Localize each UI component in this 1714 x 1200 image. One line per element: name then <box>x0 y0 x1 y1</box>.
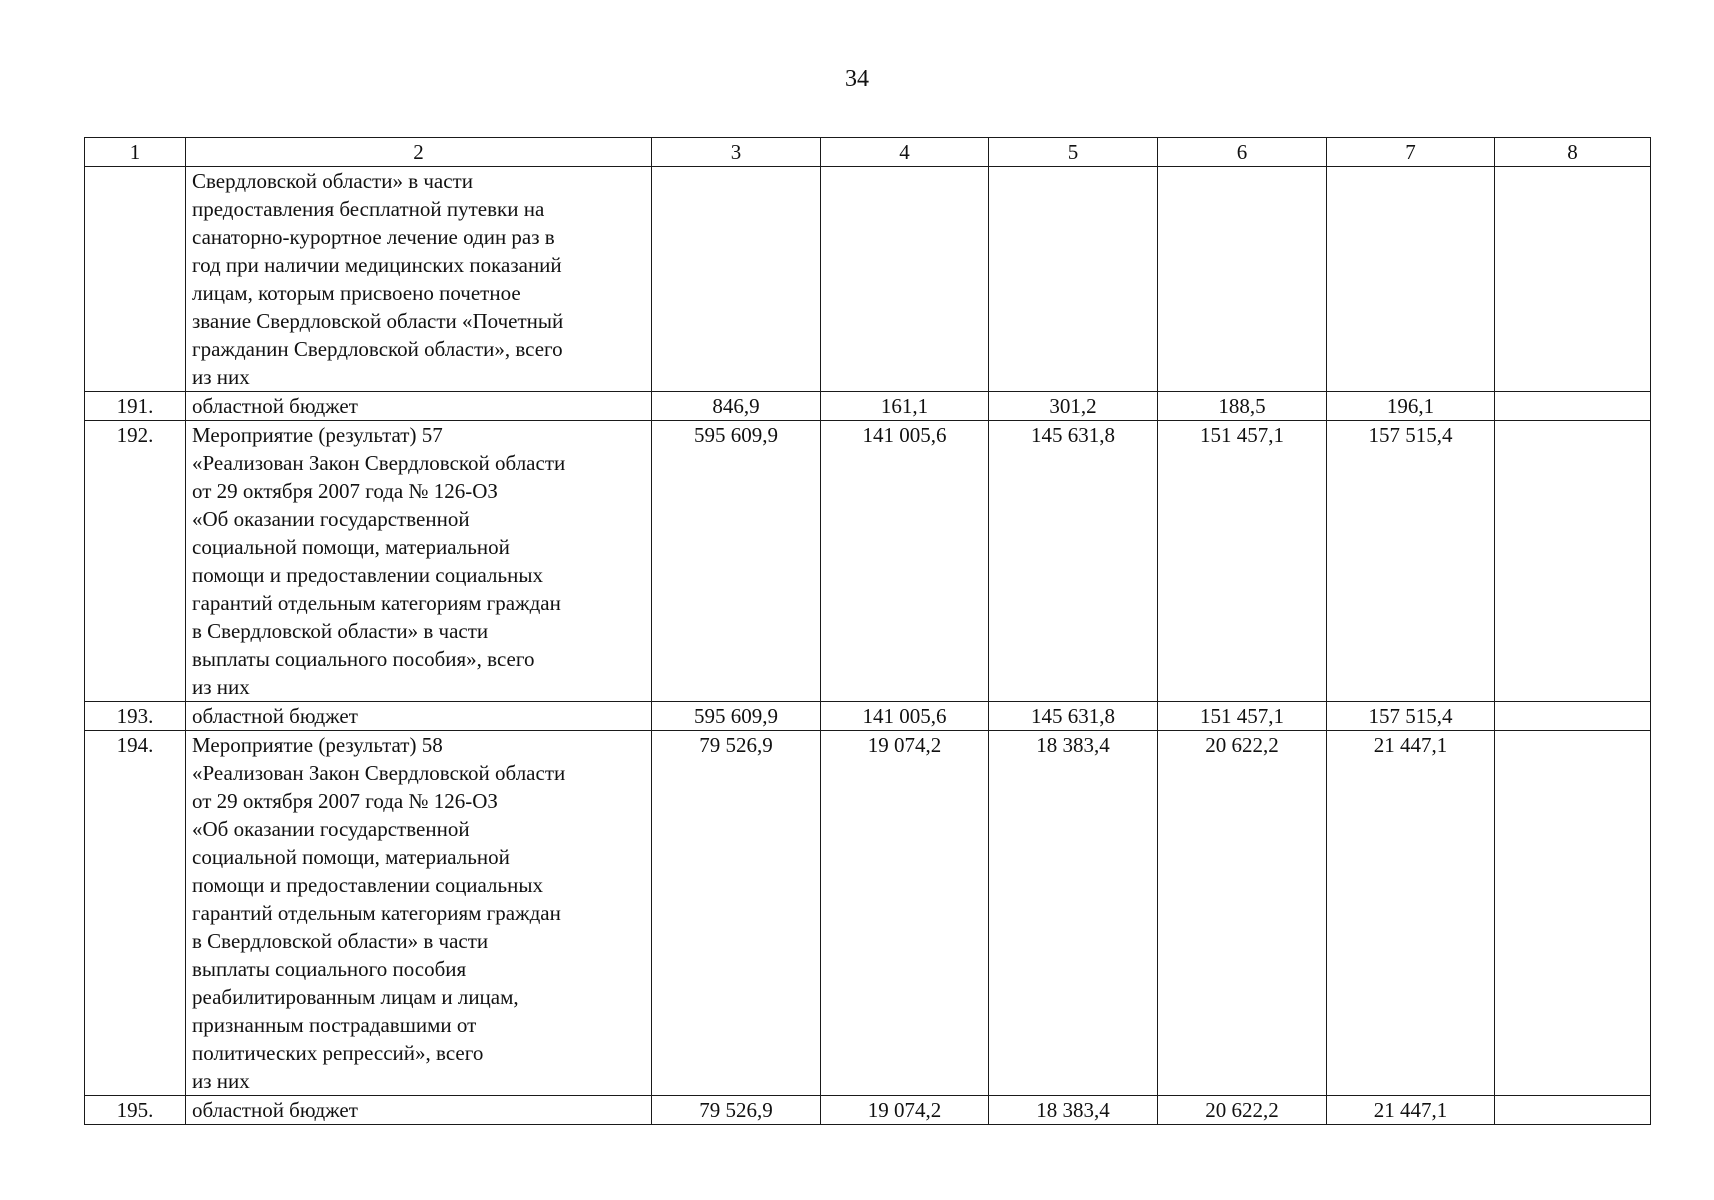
row-description: Мероприятие (результат) 58 «Реализован Закон Свердловской области от 29 октября 2007 года № 126-ОЗ «Об оказании государственной социальной помощи, материальной помощи и предоставлении социальных гарантий отдельным категориям граждан в Свердловской области» в части выплаты социального пособия реабилитированным лицам и лицам, признанным пострадавшими от политических репрессий», всего из них <box>186 731 652 1096</box>
row-number: 194. <box>85 731 186 1096</box>
value-cell <box>652 167 821 392</box>
table-row <box>85 421 1651 702</box>
row-number: 195. <box>85 1096 186 1125</box>
value-cell: 141 005,6 <box>821 702 989 731</box>
value-cell <box>1495 421 1651 702</box>
value-cell: 157 515,4 <box>1327 421 1495 702</box>
value-cell <box>1495 1096 1651 1125</box>
row-number: 192. <box>85 421 186 702</box>
column-header: 1 <box>85 138 186 167</box>
row-number: 191. <box>85 392 186 421</box>
value-cell: 595 609,9 <box>652 421 821 702</box>
value-cell: 151 457,1 <box>1158 421 1327 702</box>
table-row <box>85 731 1651 1096</box>
value-cell: 145 631,8 <box>989 421 1158 702</box>
value-cell <box>1327 167 1495 392</box>
row-description: областной бюджет <box>186 1096 652 1125</box>
value-cell: 20 622,2 <box>1158 1096 1327 1125</box>
table-header <box>85 138 1651 167</box>
value-cell: 21 447,1 <box>1327 1096 1495 1125</box>
column-header: 4 <box>821 138 989 167</box>
value-cell: 21 447,1 <box>1327 731 1495 1096</box>
column-header: 7 <box>1327 138 1495 167</box>
column-header: 6 <box>1158 138 1327 167</box>
column-header: 5 <box>989 138 1158 167</box>
value-cell: 196,1 <box>1327 392 1495 421</box>
column-header: 2 <box>186 138 652 167</box>
value-cell: 79 526,9 <box>652 1096 821 1125</box>
row-description: областной бюджет <box>186 702 652 731</box>
value-cell <box>821 167 989 392</box>
column-header: 3 <box>652 138 821 167</box>
budget-table <box>84 137 1651 1125</box>
value-cell <box>1495 167 1651 392</box>
table-row <box>85 702 1651 731</box>
value-cell: 595 609,9 <box>652 702 821 731</box>
value-cell: 79 526,9 <box>652 731 821 1096</box>
value-cell <box>1495 702 1651 731</box>
value-cell <box>1158 167 1327 392</box>
value-cell: 19 074,2 <box>821 1096 989 1125</box>
value-cell: 145 631,8 <box>989 702 1158 731</box>
value-cell <box>1495 392 1651 421</box>
row-description: областной бюджет <box>186 392 652 421</box>
page-number: 34 <box>845 66 869 92</box>
value-cell: 19 074,2 <box>821 731 989 1096</box>
value-cell: 18 383,4 <box>989 1096 1158 1125</box>
table-row <box>85 1096 1651 1125</box>
value-cell: 141 005,6 <box>821 421 989 702</box>
value-cell <box>989 167 1158 392</box>
value-cell: 18 383,4 <box>989 731 1158 1096</box>
header-row <box>85 138 1651 167</box>
value-cell: 301,2 <box>989 392 1158 421</box>
value-cell: 161,1 <box>821 392 989 421</box>
table-row <box>85 167 1651 392</box>
row-description: Свердловской области» в части предоставления бесплатной путевки на санаторно-курортное лечение один раз в год при наличии медицинских показаний лицам, которым присвоено почетное звание Свердловской области «Почетный гражданин Свердловской области», всего из них <box>186 167 652 392</box>
value-cell: 846,9 <box>652 392 821 421</box>
row-number <box>85 167 186 392</box>
column-header: 8 <box>1495 138 1651 167</box>
row-description: Мероприятие (результат) 57 «Реализован Закон Свердловской области от 29 октября 2007 года № 126-ОЗ «Об оказании государственной социальной помощи, материальной помощи и предоставлении социальных гарантий отдельным категориям граждан в Свердловской области» в части выплаты социального пособия», всего из них <box>186 421 652 702</box>
value-cell <box>1495 731 1651 1096</box>
value-cell: 157 515,4 <box>1327 702 1495 731</box>
value-cell: 188,5 <box>1158 392 1327 421</box>
value-cell: 20 622,2 <box>1158 731 1327 1096</box>
table-row <box>85 392 1651 421</box>
row-number: 193. <box>85 702 186 731</box>
value-cell: 151 457,1 <box>1158 702 1327 731</box>
